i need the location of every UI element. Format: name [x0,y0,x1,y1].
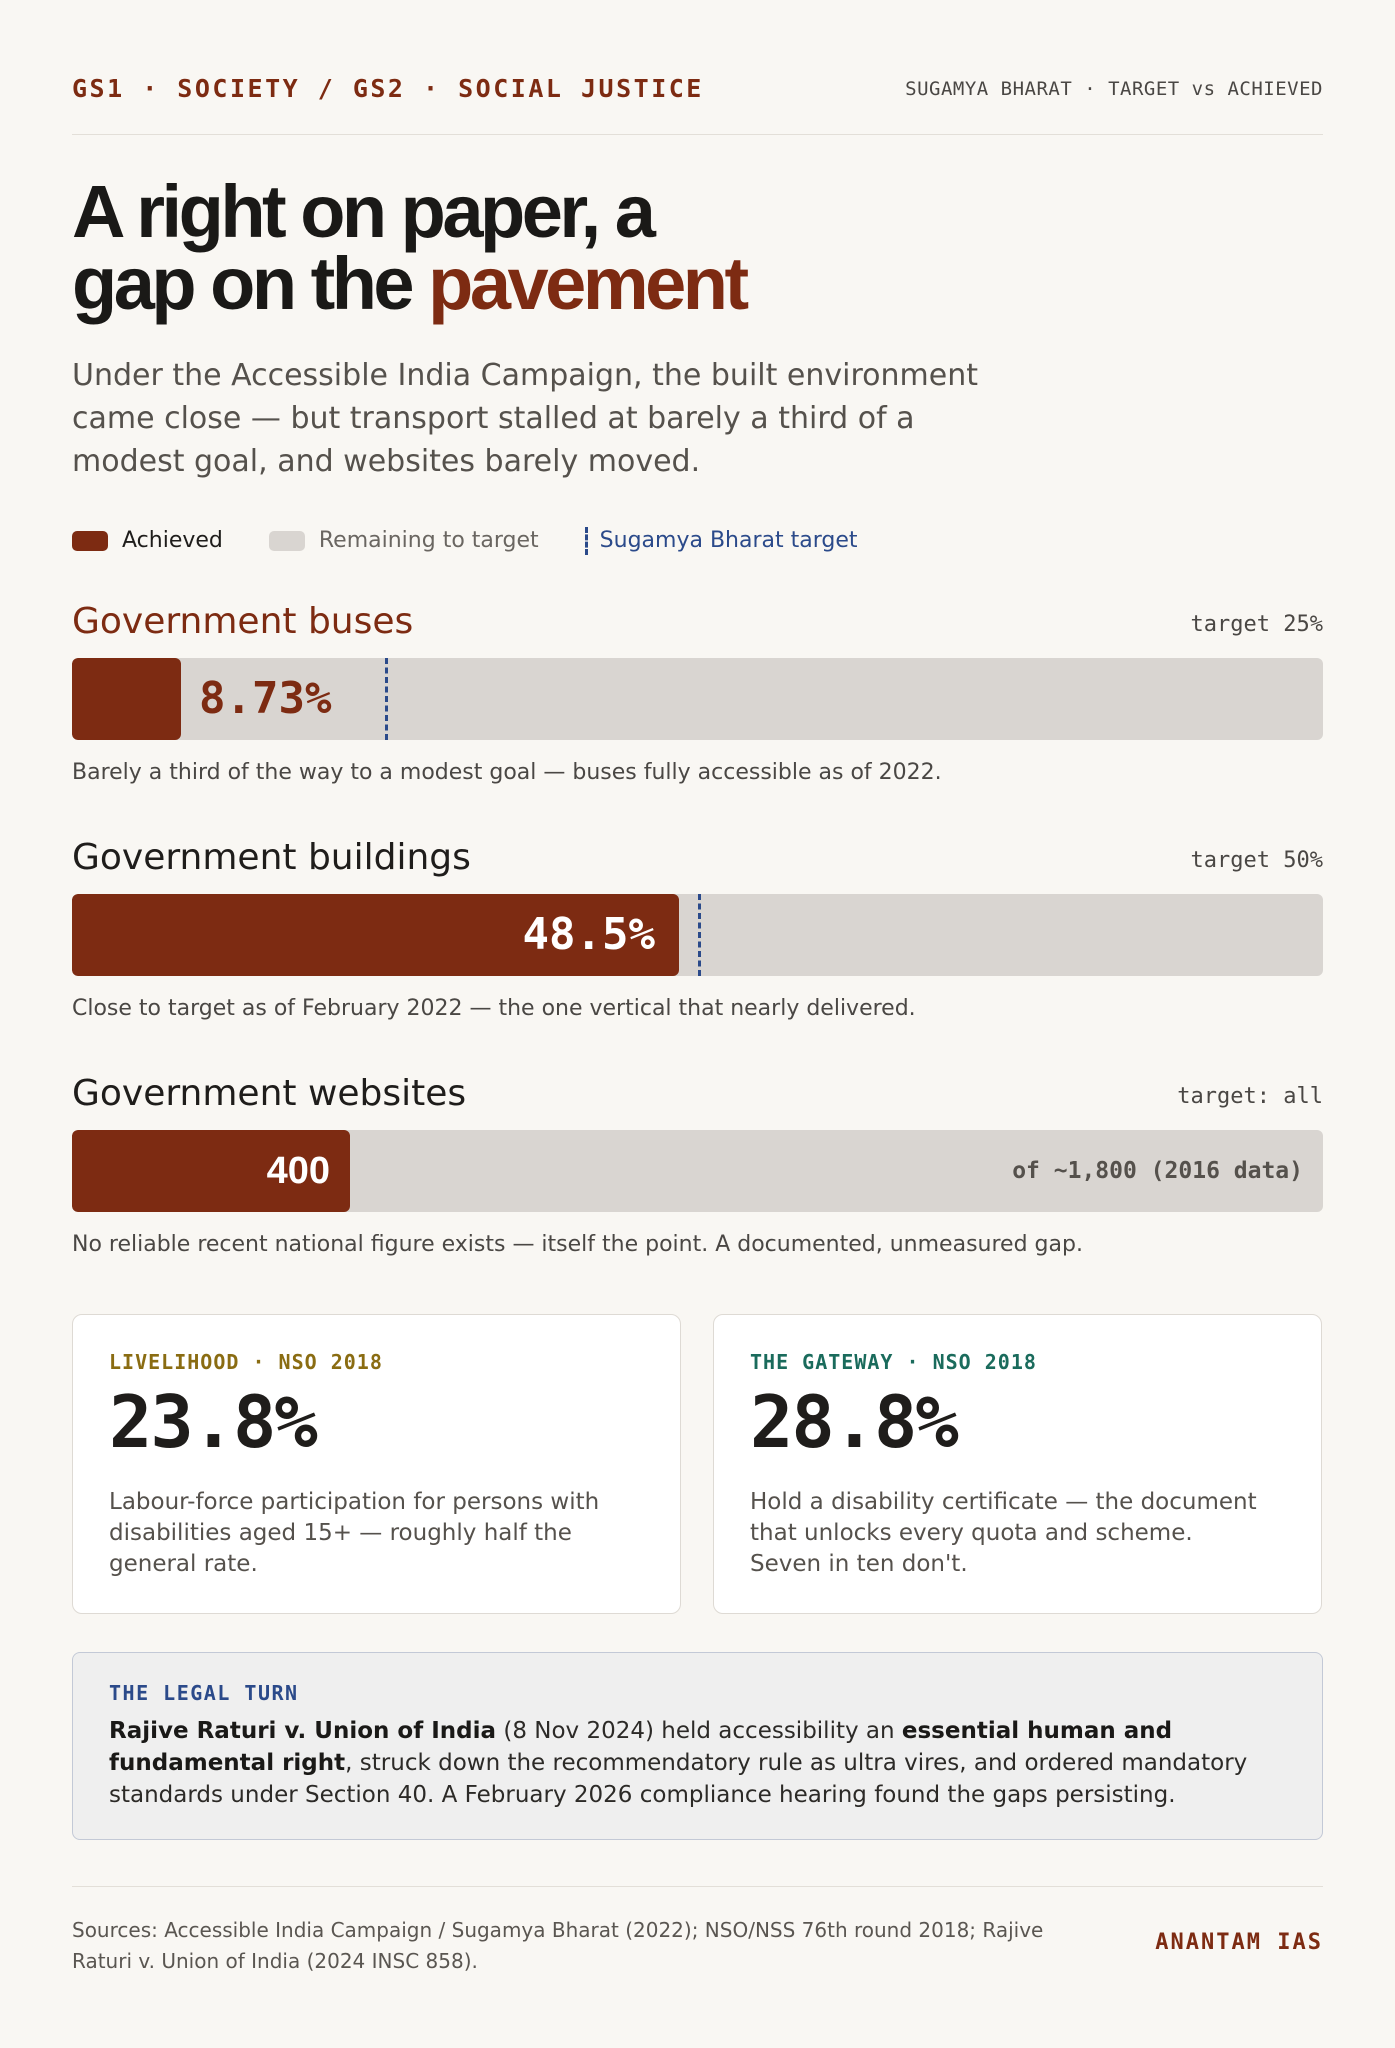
section-kicker: GS1 · SOCIETY / GS2 · SOCIAL JUSTICE [72,74,704,103]
bar-value-label: 400 [266,1150,330,1192]
case-detail: , struck down the recommendatory rule as ultra vires, and ordered mandatory standards under Section 40. A February 2026 compliance hearing found the gaps persisting. [109,1750,1248,1808]
footer [72,1886,1323,1973]
remaining-swatch [269,531,305,551]
metric-target-label: target: all [1177,1084,1323,1109]
metric-buses [72,598,1323,798]
legal-text [109,1715,1286,1811]
legend [72,525,904,557]
metric-title: Government buses [72,601,414,642]
bar-track [72,658,1323,740]
bar-track [72,1130,1323,1212]
metric-title: Government buildings [72,837,471,878]
bar-target-marker [385,658,388,740]
stat-card-livelihood [72,1314,681,1614]
title-line-2: gap on the [72,242,429,325]
bar-track [72,894,1323,976]
case-name: Rajive Raturi v. Union of India [109,1718,497,1744]
card-kicker: THE GATEWAY · NSO 2018 [750,1350,1037,1374]
metric-title: Government websites [72,1073,467,1114]
metric-caption: Close to target as of February 2022 — the one vertical that nearly delivered. [72,996,916,1021]
standfirst: Under the Accessible India Campaign, the built environment came close — but transport stalled at barely a third of a modest goal, and websites barely moved. [72,358,978,479]
topic-label: SUGAMYA BHARAT · TARGET vs ACHIEVED [905,78,1323,100]
sources-note: Sources: Accessible India Campaign / Sugamya Bharat (2022); NSO/NSS 76th round 2018; Rajive Raturi v. Union of India (2024 INSC 858). [72,1918,1044,1973]
title-accent-word: pavement [428,242,746,325]
metric-caption: No reliable recent national figure exists — itself the point. A documented, unmeasured gap. [72,1232,1083,1257]
legend-remaining [269,525,539,557]
bar-total-note: of ~1,800 (2016 data) [1012,1158,1303,1184]
card-description: Hold a disability certificate — the document that unlocks every quota and scheme. Seven in ten don't. [750,1489,1257,1577]
legal-kicker: THE LEGAL TURN [109,1681,299,1705]
achieved-label: Achieved [122,528,223,553]
card-value: 23.8% [109,1380,316,1464]
target-marker-swatch [585,527,588,555]
card-description: Labour-force participation for persons with disabilities aged 15+ — roughly half the general rate. [109,1489,600,1577]
remaining-label: Remaining to target [318,528,539,553]
metric-target-label: target 50% [1190,848,1323,873]
target-label: Sugamya Bharat target [599,528,858,553]
metric-target-label: target 25% [1190,612,1323,637]
legend-target [585,525,858,557]
metric-buildings [72,834,1323,1034]
metric-caption: Barely a third of the way to a modest goal — buses fully accessible as of 2022. [72,760,942,785]
card-value: 28.8% [750,1380,957,1464]
metric-websites [72,1070,1323,1270]
achieved-swatch [72,531,108,551]
stat-card-gateway [713,1314,1322,1614]
card-kicker: LIVELIHOOD · NSO 2018 [109,1350,383,1374]
legend-achieved [72,525,223,557]
title-line-1: A right on paper, a [72,170,653,253]
legal-turn-box [72,1652,1323,1840]
brand-mark: ANANTAM IAS [1155,1930,1323,1955]
top-bar [72,72,1323,135]
page-title [72,170,1072,325]
bar-target-marker [698,894,701,976]
bar-value-label: 8.73% [199,673,332,724]
case-date: (8 Nov 2024) held accessibility an [496,1718,902,1744]
case-holding: essential human and fundamental right [109,1718,1173,1776]
bar-value-label: 48.5% [522,909,655,960]
bar-achieved [72,658,181,740]
